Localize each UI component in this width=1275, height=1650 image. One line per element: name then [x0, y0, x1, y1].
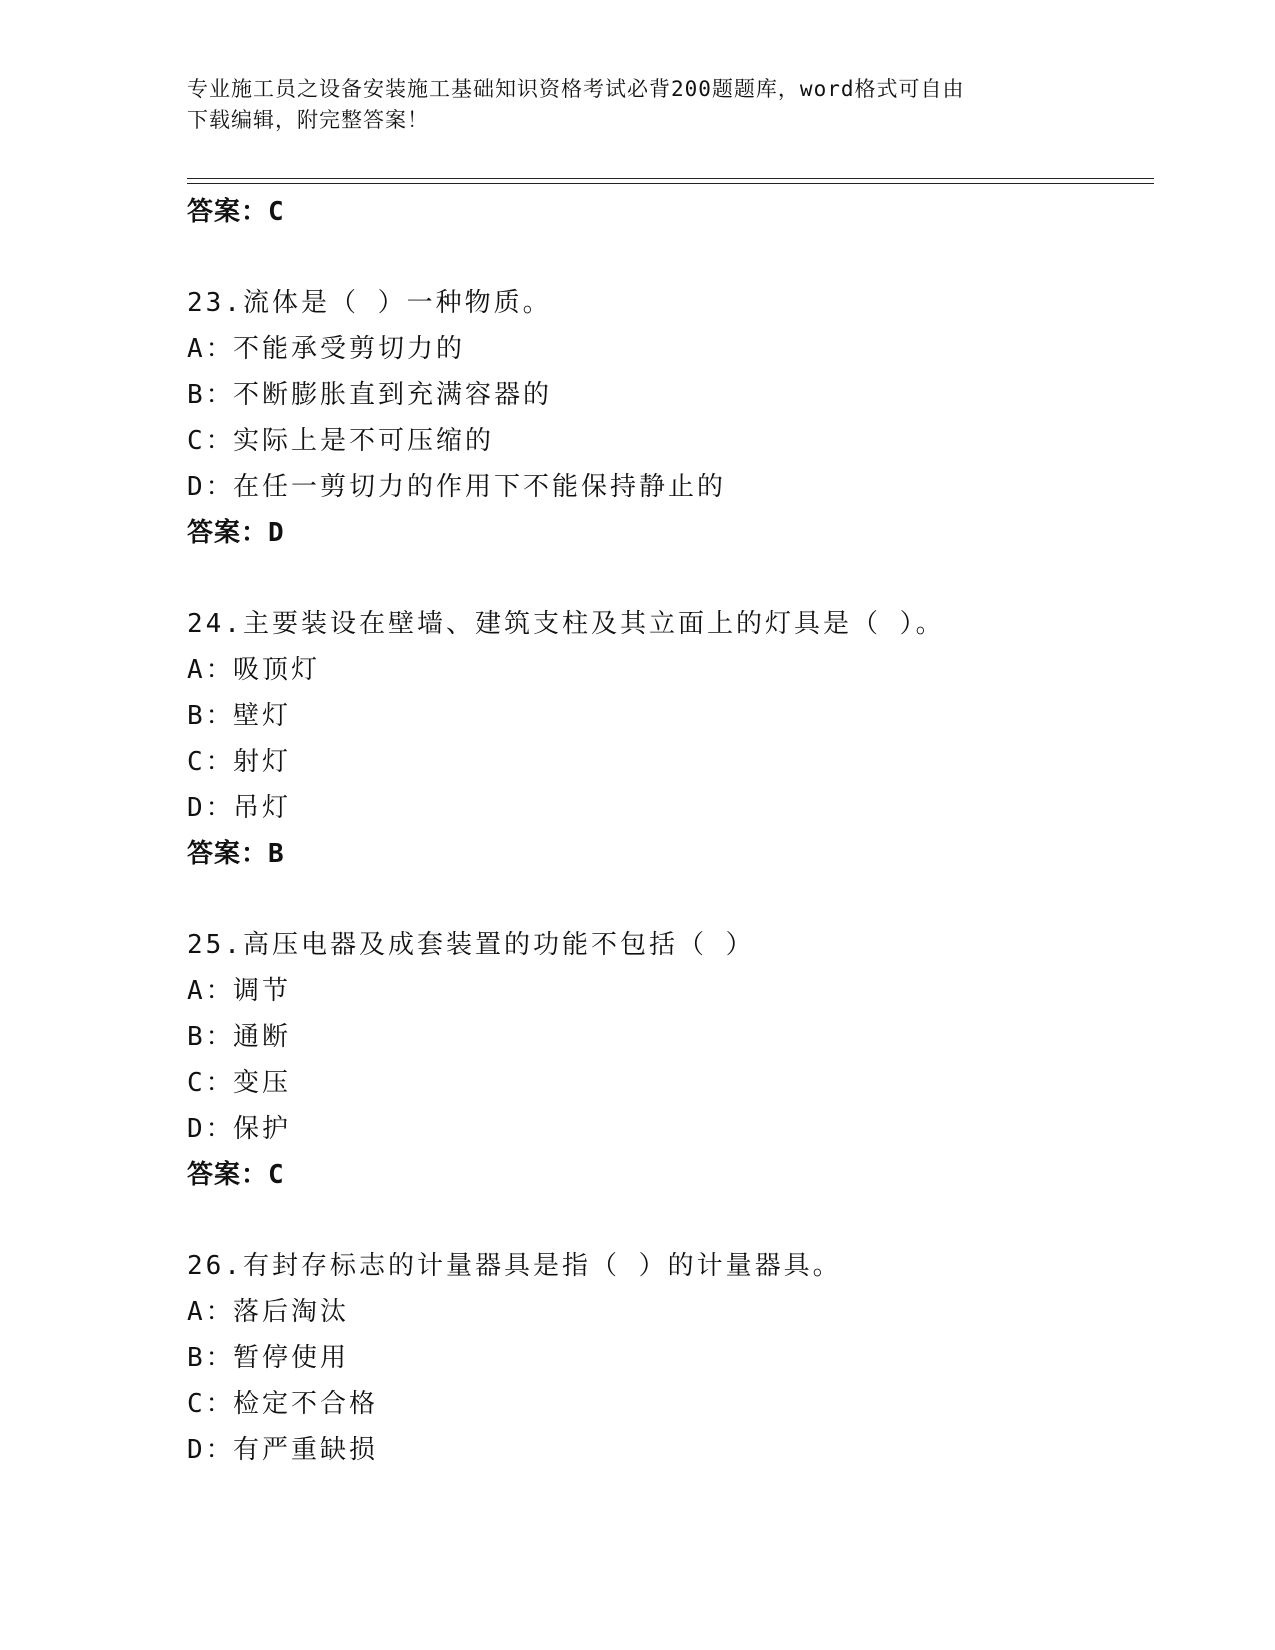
option-text: 暂停使用	[233, 1343, 350, 1373]
option-c	[187, 1060, 1167, 1106]
option-letter: D：	[187, 472, 235, 502]
option-a	[187, 647, 1167, 693]
question-text: 23.流体是（ ）一种物质。	[187, 288, 552, 318]
option-a	[187, 968, 1167, 1014]
option-letter: C：	[187, 1389, 235, 1419]
option-letter: A：	[187, 976, 235, 1006]
option-letter: D：	[187, 793, 235, 823]
option-d	[187, 1106, 1167, 1152]
option-c	[187, 739, 1167, 785]
option-letter: C：	[187, 426, 235, 456]
option-letter: C：	[187, 747, 235, 777]
question-block	[187, 922, 1167, 1198]
option-letter: B：	[187, 1022, 235, 1052]
option-text: 壁灯	[233, 701, 292, 731]
answer-line: 答案：D	[187, 518, 285, 548]
option-text: 落后淘汰	[233, 1297, 350, 1327]
option-letter: D：	[187, 1435, 235, 1465]
option-text: 检定不合格	[233, 1389, 379, 1419]
option-letter: D：	[187, 1114, 235, 1144]
question-text: 24.主要装设在壁墙、建筑支柱及其立面上的灯具是（ ）。	[187, 609, 945, 639]
question-block	[187, 601, 1167, 877]
option-b	[187, 693, 1167, 739]
header-line-1: 专业施工员之设备安装施工基础知识资格考试必背200题题库，word格式可自由	[187, 77, 965, 101]
option-letter: B：	[187, 380, 235, 410]
option-d	[187, 1427, 1167, 1473]
option-text: 射灯	[233, 747, 292, 777]
option-b	[187, 372, 1167, 418]
option-b	[187, 1014, 1167, 1060]
option-letter: B：	[187, 1343, 235, 1373]
option-b	[187, 1335, 1167, 1381]
question-block	[187, 1243, 1167, 1473]
document-header	[187, 74, 1087, 136]
option-a	[187, 326, 1167, 372]
option-a	[187, 1289, 1167, 1335]
option-letter: A：	[187, 334, 235, 364]
option-letter: B：	[187, 701, 235, 731]
option-text: 吊灯	[233, 793, 292, 823]
answer-line: 答案：C	[187, 197, 285, 227]
question-text: 26.有封存标志的计量器具是指（ ）的计量器具。	[187, 1251, 842, 1281]
option-d	[187, 464, 1167, 510]
option-text: 在任一剪切力的作用下不能保持静止的	[233, 472, 727, 502]
option-text: 不能承受剪切力的	[233, 334, 466, 364]
answer-line: 答案：B	[187, 839, 285, 869]
option-letter: C：	[187, 1068, 235, 1098]
header-divider-top	[187, 178, 1154, 179]
option-c	[187, 1381, 1167, 1427]
question-text: 25.高压电器及成套装置的功能不包括（ ）	[187, 930, 755, 960]
option-text: 变压	[233, 1068, 292, 1098]
option-text: 实际上是不可压缩的	[233, 426, 495, 456]
option-d	[187, 785, 1167, 831]
question-block	[187, 280, 1167, 556]
answer-line: 答案：C	[187, 1160, 285, 1190]
option-text: 调节	[233, 976, 292, 1006]
option-c	[187, 418, 1167, 464]
option-letter: A：	[187, 655, 235, 685]
option-letter: A：	[187, 1297, 235, 1327]
option-text: 通断	[233, 1022, 292, 1052]
option-text: 有严重缺损	[233, 1435, 379, 1465]
header-divider-bottom	[187, 183, 1154, 184]
option-text: 保护	[233, 1114, 292, 1144]
header-line-2: 下载编辑，附完整答案！	[187, 108, 429, 132]
option-text: 不断膨胀直到充满容器的	[233, 380, 553, 410]
option-text: 吸顶灯	[233, 655, 321, 685]
question-list	[187, 189, 1167, 1473]
